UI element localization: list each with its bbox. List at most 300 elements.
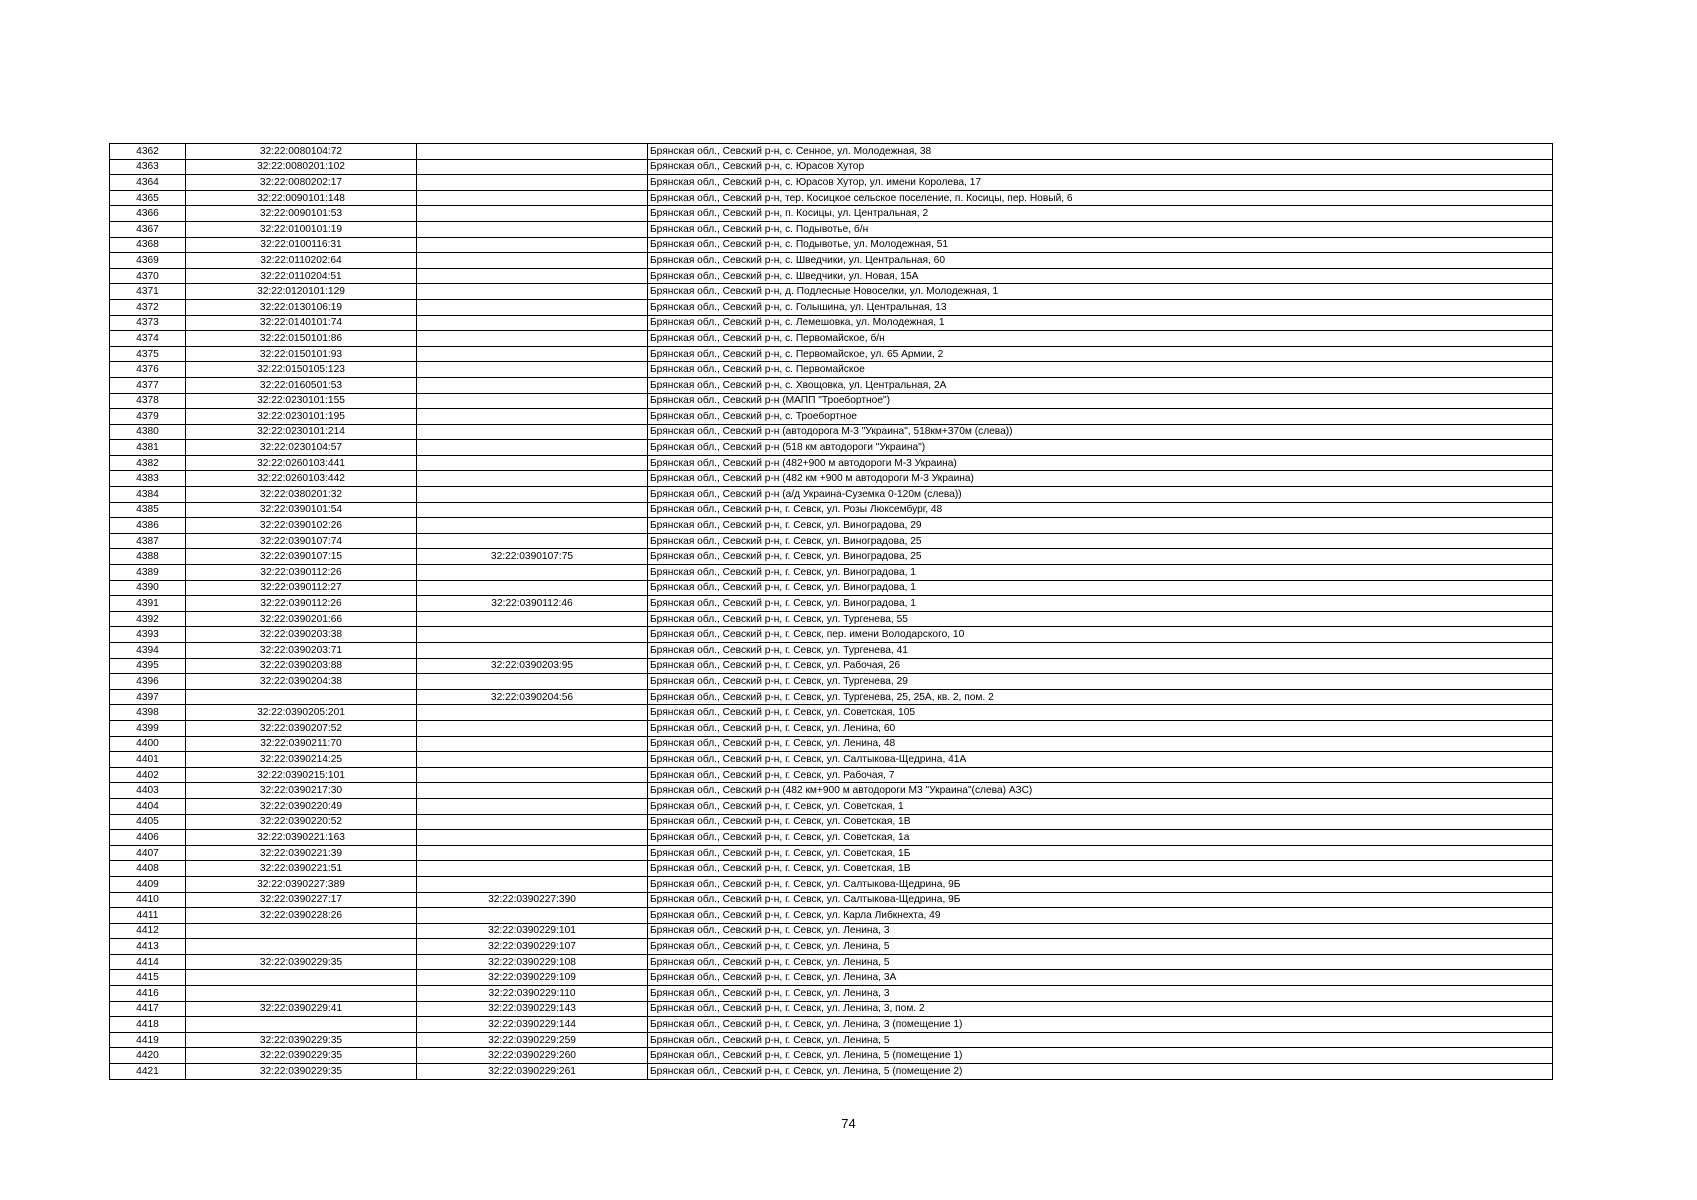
table-row — [110, 752, 1553, 768]
table-row — [110, 377, 1553, 393]
sub-cadastral-number-cell — [417, 299, 648, 315]
sub-cadastral-number-cell: 32:22:0390229:108 — [417, 954, 648, 970]
cadastral-number-cell: 32:22:0390229:41 — [186, 1001, 417, 1017]
table-row — [110, 471, 1553, 487]
address-cell: Брянская обл., Севский р-н, г. Севск, ул. Ленина, 3 (помещение 1) — [648, 1017, 1553, 1033]
cadastral-number-cell: 32:22:0100101:19 — [186, 221, 417, 237]
address-cell: Брянская обл., Севский р-н, с. Юрасов Хутор, ул. имени Королева, 17 — [648, 175, 1553, 191]
table-row — [110, 658, 1553, 674]
table-row — [110, 331, 1553, 347]
sub-cadastral-number-cell — [417, 518, 648, 534]
table-row — [110, 253, 1553, 269]
row-number-cell: 4375 — [110, 346, 186, 362]
cadastral-number-cell: 32:22:0390220:49 — [186, 798, 417, 814]
row-number-cell: 4396 — [110, 674, 186, 690]
cadastral-number-cell: 32:22:0080104:72 — [186, 144, 417, 160]
cadastral-number-cell: 32:22:0390204:38 — [186, 674, 417, 690]
address-cell: Брянская обл., Севский р-н (482+900 м автодороги М-3 Украина) — [648, 455, 1553, 471]
cadastral-number-cell: 32:22:0090101:148 — [186, 190, 417, 206]
sub-cadastral-number-cell — [417, 440, 648, 456]
row-number-cell: 4397 — [110, 689, 186, 705]
sub-cadastral-number-cell — [417, 190, 648, 206]
address-cell: Брянская обл., Севский р-н, г. Севск, ул. Рабочая, 7 — [648, 767, 1553, 783]
row-number-cell: 4400 — [110, 736, 186, 752]
sub-cadastral-number-cell — [417, 159, 648, 175]
row-number-cell: 4394 — [110, 643, 186, 659]
sub-cadastral-number-cell: 32:22:0390229:260 — [417, 1048, 648, 1064]
row-number-cell: 4409 — [110, 876, 186, 892]
row-number-cell: 4364 — [110, 175, 186, 191]
address-cell: Брянская обл., Севский р-н, г. Севск, ул. Ленина, 5 — [648, 939, 1553, 955]
row-number-cell: 4393 — [110, 627, 186, 643]
sub-cadastral-number-cell — [417, 455, 648, 471]
sub-cadastral-number-cell — [417, 409, 648, 425]
cadastral-number-cell: 32:22:0390107:15 — [186, 549, 417, 565]
cadastral-number-cell: 32:22:0390229:35 — [186, 1032, 417, 1048]
cadastral-number-cell: 32:22:0390229:35 — [186, 1064, 417, 1080]
table-row — [110, 144, 1553, 160]
sub-cadastral-number-cell: 32:22:0390204:56 — [417, 689, 648, 705]
cadastral-number-cell: 32:22:0100116:31 — [186, 237, 417, 253]
address-cell: Брянская обл., Севский р-н, с. Первомайское — [648, 362, 1553, 378]
table-row — [110, 643, 1553, 659]
row-number-cell: 4380 — [110, 424, 186, 440]
row-number-cell: 4376 — [110, 362, 186, 378]
table-row — [110, 237, 1553, 253]
table-row — [110, 954, 1553, 970]
table-row — [110, 533, 1553, 549]
row-number-cell: 4406 — [110, 830, 186, 846]
row-number-cell: 4388 — [110, 549, 186, 565]
cadastral-number-cell: 32:22:0390214:25 — [186, 752, 417, 768]
sub-cadastral-number-cell: 32:22:0390229:109 — [417, 970, 648, 986]
table-row — [110, 689, 1553, 705]
cadastral-number-cell: 32:22:0260103:441 — [186, 455, 417, 471]
address-cell: Брянская обл., Севский р-н, г. Севск, ул. Ленина, 5 (помещение 2) — [648, 1064, 1553, 1080]
row-number-cell: 4413 — [110, 939, 186, 955]
cadastral-number-cell: 32:22:0390229:35 — [186, 1048, 417, 1064]
row-number-cell: 4414 — [110, 954, 186, 970]
table-row — [110, 861, 1553, 877]
cadastral-number-cell: 32:22:0390203:71 — [186, 643, 417, 659]
cadastral-number-cell — [186, 986, 417, 1002]
address-cell: Брянская обл., Севский р-н, г. Севск, ул. Ленина, 60 — [648, 720, 1553, 736]
address-cell: Брянская обл., Севский р-н, тер. Косицкое сельское поселение, п. Косицы, пер. Новый, 6 — [648, 190, 1553, 206]
table-row — [110, 487, 1553, 503]
cadastral-number-cell: 32:22:0390227:17 — [186, 892, 417, 908]
cadastral-number-cell: 32:22:0390228:26 — [186, 908, 417, 924]
row-number-cell: 4399 — [110, 720, 186, 736]
table-row — [110, 986, 1553, 1002]
sub-cadastral-number-cell — [417, 315, 648, 331]
cadastral-number-cell: 32:22:0150105:123 — [186, 362, 417, 378]
row-number-cell: 4417 — [110, 1001, 186, 1017]
sub-cadastral-number-cell — [417, 268, 648, 284]
cadastral-number-cell: 32:22:0140101:74 — [186, 315, 417, 331]
cadastral-number-cell: 32:22:0230101:195 — [186, 409, 417, 425]
table-row — [110, 549, 1553, 565]
cadastral-number-cell: 32:22:0390217:30 — [186, 783, 417, 799]
cadastral-number-cell: 32:22:0080202:17 — [186, 175, 417, 191]
address-cell: Брянская обл., Севский р-н, с. Хвощовка, ул. Центральная, 2А — [648, 377, 1553, 393]
address-cell: Брянская обл., Севский р-н, г. Севск, ул. Советская, 105 — [648, 705, 1553, 721]
row-number-cell: 4384 — [110, 487, 186, 503]
address-cell: Брянская обл., Севский р-н, с. Первомайское, ул. 65 Армии, 2 — [648, 346, 1553, 362]
address-cell: Брянская обл., Севский р-н, г. Севск, ул. Тургенева, 29 — [648, 674, 1553, 690]
cadastral-number-cell: 32:22:0390112:26 — [186, 596, 417, 612]
sub-cadastral-number-cell — [417, 206, 648, 222]
address-cell: Брянская обл., Севский р-н, с. Подывотье, ул. Молодежная, 51 — [648, 237, 1553, 253]
row-number-cell: 4405 — [110, 814, 186, 830]
row-number-cell: 4392 — [110, 611, 186, 627]
table-row — [110, 783, 1553, 799]
row-number-cell: 4411 — [110, 908, 186, 924]
address-cell: Брянская обл., Севский р-н, г. Севск, ул. Виноградова, 1 — [648, 580, 1553, 596]
address-cell: Брянская обл., Севский р-н, с. Лемешовка, ул. Молодежная, 1 — [648, 315, 1553, 331]
cadastral-number-cell — [186, 1017, 417, 1033]
sub-cadastral-number-cell — [417, 798, 648, 814]
cadastral-number-cell: 32:22:0390211:70 — [186, 736, 417, 752]
sub-cadastral-number-cell — [417, 720, 648, 736]
row-number-cell: 4390 — [110, 580, 186, 596]
table-row — [110, 892, 1553, 908]
row-number-cell: 4379 — [110, 409, 186, 425]
cadastral-number-cell: 32:22:0390221:51 — [186, 861, 417, 877]
sub-cadastral-number-cell — [417, 876, 648, 892]
row-number-cell: 4373 — [110, 315, 186, 331]
cadastral-number-cell: 32:22:0390229:35 — [186, 954, 417, 970]
row-number-cell: 4389 — [110, 565, 186, 581]
sub-cadastral-number-cell: 32:22:0390227:390 — [417, 892, 648, 908]
sub-cadastral-number-cell: 32:22:0390229:107 — [417, 939, 648, 955]
address-cell: Брянская обл., Севский р-н, г. Севск, ул. Тургенева, 55 — [648, 611, 1553, 627]
table-row — [110, 1064, 1553, 1080]
sub-cadastral-number-cell — [417, 502, 648, 518]
table-row — [110, 315, 1553, 331]
cadastral-number-cell: 32:22:0390107:74 — [186, 533, 417, 549]
sub-cadastral-number-cell — [417, 424, 648, 440]
sub-cadastral-number-cell — [417, 533, 648, 549]
table-row — [110, 767, 1553, 783]
address-cell: Брянская обл., Севский р-н, г. Севск, ул. Салтыкова-Щедрина, 9Б — [648, 892, 1553, 908]
cadastral-number-cell: 32:22:0110202:64 — [186, 253, 417, 269]
row-number-cell: 4416 — [110, 986, 186, 1002]
sub-cadastral-number-cell — [417, 705, 648, 721]
cadastral-number-cell: 32:22:0390227:389 — [186, 876, 417, 892]
row-number-cell: 4387 — [110, 533, 186, 549]
sub-cadastral-number-cell: 32:22:0390229:110 — [417, 986, 648, 1002]
address-cell: Брянская обл., Севский р-н, с. Первомайское, б/н — [648, 331, 1553, 347]
table-row — [110, 876, 1553, 892]
sub-cadastral-number-cell — [417, 377, 648, 393]
address-cell: Брянская обл., Севский р-н, г. Севск, ул. Карла Либкнехта, 49 — [648, 908, 1553, 924]
table-row — [110, 939, 1553, 955]
table-row — [110, 1048, 1553, 1064]
address-table-body — [110, 144, 1553, 1080]
table-row — [110, 736, 1553, 752]
page-number: 74 — [841, 1116, 856, 1131]
table-row — [110, 814, 1553, 830]
cadastral-number-cell: 32:22:0230101:214 — [186, 424, 417, 440]
sub-cadastral-number-cell — [417, 767, 648, 783]
table-row — [110, 596, 1553, 612]
cadastral-number-cell: 32:22:0390203:38 — [186, 627, 417, 643]
table-row — [110, 440, 1553, 456]
address-cell: Брянская обл., Севский р-н, г. Севск, ул. Виноградова, 1 — [648, 565, 1553, 581]
address-cell: Брянская обл., Севский р-н, г. Севск, ул. Тургенева, 41 — [648, 643, 1553, 659]
address-cell: Брянская обл., Севский р-н (482 км+900 м автодороги М3 "Украина"(слева) АЗС) — [648, 783, 1553, 799]
row-number-cell: 4385 — [110, 502, 186, 518]
table-row — [110, 908, 1553, 924]
table-row — [110, 502, 1553, 518]
cadastral-number-cell: 32:22:0230104:57 — [186, 440, 417, 456]
cadastral-number-cell: 32:22:0390112:27 — [186, 580, 417, 596]
cadastral-number-cell: 32:22:0380201:32 — [186, 487, 417, 503]
table-row — [110, 627, 1553, 643]
table-row — [110, 455, 1553, 471]
address-cell: Брянская обл., Севский р-н (МАПП "Троебортное") — [648, 393, 1553, 409]
cadastral-number-cell: 32:22:0080201:102 — [186, 159, 417, 175]
address-cell: Брянская обл., Севский р-н, г. Севск, ул. Советская, 1а — [648, 830, 1553, 846]
address-cell: Брянская обл., Севский р-н, д. Подлесные Новоселки, ул. Молодежная, 1 — [648, 284, 1553, 300]
cadastral-number-cell: 32:22:0390101:54 — [186, 502, 417, 518]
address-cell: Брянская обл., Севский р-н, п. Косицы, ул. Центральная, 2 — [648, 206, 1553, 222]
sub-cadastral-number-cell: 32:22:0390229:143 — [417, 1001, 648, 1017]
sub-cadastral-number-cell — [417, 221, 648, 237]
sub-cadastral-number-cell — [417, 845, 648, 861]
row-number-cell: 4371 — [110, 284, 186, 300]
row-number-cell: 4362 — [110, 144, 186, 160]
row-number-cell: 4391 — [110, 596, 186, 612]
table-row — [110, 611, 1553, 627]
sub-cadastral-number-cell: 32:22:0390229:259 — [417, 1032, 648, 1048]
address-cell: Брянская обл., Севский р-н, г. Севск, ул. Советская, 1 — [648, 798, 1553, 814]
table-row — [110, 268, 1553, 284]
table-row — [110, 565, 1553, 581]
sub-cadastral-number-cell — [417, 627, 648, 643]
sub-cadastral-number-cell — [417, 580, 648, 596]
address-cell: Брянская обл., Севский р-н, г. Севск, ул. Ленина, 5 — [648, 954, 1553, 970]
row-number-cell: 4386 — [110, 518, 186, 534]
table-row — [110, 190, 1553, 206]
row-number-cell: 4412 — [110, 923, 186, 939]
table-row — [110, 206, 1553, 222]
address-cell: Брянская обл., Севский р-н, г. Севск, ул. Виноградова, 25 — [648, 533, 1553, 549]
table-row — [110, 346, 1553, 362]
cadastral-number-cell: 32:22:0390207:52 — [186, 720, 417, 736]
sub-cadastral-number-cell — [417, 643, 648, 659]
address-cell: Брянская обл., Севский р-н (482 км +900 м автодороги М-3 Украина) — [648, 471, 1553, 487]
row-number-cell: 4418 — [110, 1017, 186, 1033]
address-table — [109, 143, 1553, 1080]
cadastral-number-cell: 32:22:0390112:26 — [186, 565, 417, 581]
sub-cadastral-number-cell — [417, 861, 648, 877]
row-number-cell: 4407 — [110, 845, 186, 861]
cadastral-number-cell — [186, 939, 417, 955]
address-cell: Брянская обл., Севский р-н, с. Подывотье, б/н — [648, 221, 1553, 237]
row-number-cell: 4421 — [110, 1064, 186, 1080]
sub-cadastral-number-cell: 32:22:0390229:101 — [417, 923, 648, 939]
cadastral-number-cell: 32:22:0120101:129 — [186, 284, 417, 300]
address-cell: Брянская обл., Севский р-н, с. Шведчики, ул. Новая, 15А — [648, 268, 1553, 284]
address-cell: Брянская обл., Севский р-н, г. Севск, ул. Ленина, 3 — [648, 986, 1553, 1002]
table-row — [110, 1017, 1553, 1033]
address-cell: Брянская обл., Севский р-н, г. Севск, ул. Виноградова, 29 — [648, 518, 1553, 534]
table-row — [110, 923, 1553, 939]
address-cell: Брянская обл., Севский р-н, с. Сенное, ул. Молодежная, 38 — [648, 144, 1553, 160]
sub-cadastral-number-cell: 32:22:0390229:144 — [417, 1017, 648, 1033]
cadastral-number-cell: 32:22:0150101:86 — [186, 331, 417, 347]
sub-cadastral-number-cell — [417, 284, 648, 300]
cadastral-number-cell — [186, 970, 417, 986]
address-cell: Брянская обл., Севский р-н, г. Севск, ул. Ленина, 3 — [648, 923, 1553, 939]
address-cell: Брянская обл., Севский р-н, с. Троебортное — [648, 409, 1553, 425]
address-cell: Брянская обл., Севский р-н, г. Севск, ул. Ленина, 3А — [648, 970, 1553, 986]
table-row — [110, 1001, 1553, 1017]
row-number-cell: 4402 — [110, 767, 186, 783]
row-number-cell: 4395 — [110, 658, 186, 674]
sub-cadastral-number-cell — [417, 611, 648, 627]
address-cell: Брянская обл., Севский р-н, с. Голышина, ул. Центральная, 13 — [648, 299, 1553, 315]
sub-cadastral-number-cell — [417, 908, 648, 924]
cadastral-number-cell: 32:22:0390205:201 — [186, 705, 417, 721]
row-number-cell: 4369 — [110, 253, 186, 269]
address-cell: Брянская обл., Севский р-н (518 км автодороги "Украина") — [648, 440, 1553, 456]
address-cell: Брянская обл., Севский р-н, г. Севск, ул. Виноградова, 25 — [648, 549, 1553, 565]
row-number-cell: 4368 — [110, 237, 186, 253]
cadastral-number-cell — [186, 689, 417, 705]
row-number-cell: 4383 — [110, 471, 186, 487]
sub-cadastral-number-cell — [417, 393, 648, 409]
address-cell: Брянская обл., Севский р-н, г. Севск, ул. Советская, 1В — [648, 861, 1553, 877]
row-number-cell: 4404 — [110, 798, 186, 814]
cadastral-number-cell: 32:22:0110204:51 — [186, 268, 417, 284]
row-number-cell: 4372 — [110, 299, 186, 315]
address-cell: Брянская обл., Севский р-н, г. Севск, ул. Советская, 1В — [648, 814, 1553, 830]
cadastral-number-cell: 32:22:0390215:101 — [186, 767, 417, 783]
row-number-cell: 4420 — [110, 1048, 186, 1064]
table-row — [110, 159, 1553, 175]
table-row — [110, 830, 1553, 846]
address-cell: Брянская обл., Севский р-н, г. Севск, ул. Рабочая, 26 — [648, 658, 1553, 674]
sub-cadastral-number-cell — [417, 237, 648, 253]
address-cell: Брянская обл., Севский р-н (автодорога М-3 "Украина", 518км+370м (слева)) — [648, 424, 1553, 440]
table-row — [110, 705, 1553, 721]
row-number-cell: 4363 — [110, 159, 186, 175]
address-cell: Брянская обл., Севский р-н, г. Севск, ул. Виноградова, 1 — [648, 596, 1553, 612]
row-number-cell: 4408 — [110, 861, 186, 877]
sub-cadastral-number-cell: 32:22:0390112:46 — [417, 596, 648, 612]
sub-cadastral-number-cell — [417, 752, 648, 768]
cadastral-number-cell: 32:22:0390102:26 — [186, 518, 417, 534]
row-number-cell: 4401 — [110, 752, 186, 768]
table-row — [110, 970, 1553, 986]
cadastral-number-cell: 32:22:0390203:88 — [186, 658, 417, 674]
cadastral-number-cell: 32:22:0390221:163 — [186, 830, 417, 846]
table-row — [110, 518, 1553, 534]
table-row — [110, 845, 1553, 861]
row-number-cell: 4382 — [110, 455, 186, 471]
row-number-cell: 4378 — [110, 393, 186, 409]
address-cell: Брянская обл., Севский р-н, г. Севск, ул. Ленина, 3, пом. 2 — [648, 1001, 1553, 1017]
address-cell: Брянская обл., Севский р-н, с. Шведчики, ул. Центральная, 60 — [648, 253, 1553, 269]
row-number-cell: 4374 — [110, 331, 186, 347]
table-row — [110, 674, 1553, 690]
row-number-cell: 4415 — [110, 970, 186, 986]
sub-cadastral-number-cell — [417, 346, 648, 362]
sub-cadastral-number-cell — [417, 783, 648, 799]
cadastral-number-cell: 32:22:0390221:39 — [186, 845, 417, 861]
row-number-cell: 4366 — [110, 206, 186, 222]
sub-cadastral-number-cell — [417, 331, 648, 347]
row-number-cell: 4381 — [110, 440, 186, 456]
row-number-cell: 4419 — [110, 1032, 186, 1048]
table-row — [110, 299, 1553, 315]
table-row — [110, 720, 1553, 736]
cadastral-number-cell: 32:22:0130106:19 — [186, 299, 417, 315]
address-cell: Брянская обл., Севский р-н, г. Севск, ул. Ленина, 5 — [648, 1032, 1553, 1048]
sub-cadastral-number-cell — [417, 814, 648, 830]
table-row — [110, 424, 1553, 440]
sub-cadastral-number-cell — [417, 175, 648, 191]
row-number-cell: 4377 — [110, 377, 186, 393]
address-cell: Брянская обл., Севский р-н (а/д Украина-Суземка 0-120м (слева)) — [648, 487, 1553, 503]
sub-cadastral-number-cell — [417, 471, 648, 487]
row-number-cell: 4365 — [110, 190, 186, 206]
address-cell: Брянская обл., Севский р-н, г. Севск, ул. Салтыкова-Щедрина, 9Б — [648, 876, 1553, 892]
cadastral-number-cell: 32:22:0150101:93 — [186, 346, 417, 362]
sub-cadastral-number-cell — [417, 487, 648, 503]
sub-cadastral-number-cell — [417, 362, 648, 378]
table-row — [110, 409, 1553, 425]
table-row — [110, 221, 1553, 237]
table-row — [110, 175, 1553, 191]
cadastral-number-cell: 32:22:0090101:53 — [186, 206, 417, 222]
table-row — [110, 284, 1553, 300]
sub-cadastral-number-cell: 32:22:0390229:261 — [417, 1064, 648, 1080]
sub-cadastral-number-cell — [417, 830, 648, 846]
address-cell: Брянская обл., Севский р-н, г. Севск, ул. Советская, 1Б — [648, 845, 1553, 861]
address-cell: Брянская обл., Севский р-н, г. Севск, ул. Ленина, 5 (помещение 1) — [648, 1048, 1553, 1064]
table-row — [110, 798, 1553, 814]
cadastral-number-cell — [186, 923, 417, 939]
cadastral-number-cell: 32:22:0230101:155 — [186, 393, 417, 409]
address-cell: Брянская обл., Севский р-н, г. Севск, ул. Ленина, 48 — [648, 736, 1553, 752]
row-number-cell: 4367 — [110, 221, 186, 237]
address-cell: Брянская обл., Севский р-н, г. Севск, пер. имени Володарского, 10 — [648, 627, 1553, 643]
cadastral-number-cell: 32:22:0390220:52 — [186, 814, 417, 830]
sub-cadastral-number-cell: 32:22:0390203:95 — [417, 658, 648, 674]
row-number-cell: 4370 — [110, 268, 186, 284]
sub-cadastral-number-cell — [417, 736, 648, 752]
table-row — [110, 393, 1553, 409]
address-cell: Брянская обл., Севский р-н, г. Севск, ул. Розы Люксембург, 48 — [648, 502, 1553, 518]
cadastral-number-cell: 32:22:0390201:66 — [186, 611, 417, 627]
sub-cadastral-number-cell — [417, 253, 648, 269]
address-cell: Брянская обл., Севский р-н, г. Севск, ул. Салтыкова-Щедрина, 41А — [648, 752, 1553, 768]
address-cell: Брянская обл., Севский р-н, с. Юрасов Хутор — [648, 159, 1553, 175]
table-row — [110, 1032, 1553, 1048]
sub-cadastral-number-cell — [417, 144, 648, 160]
cadastral-number-cell: 32:22:0260103:442 — [186, 471, 417, 487]
cadastral-number-cell: 32:22:0160501:53 — [186, 377, 417, 393]
row-number-cell: 4403 — [110, 783, 186, 799]
address-cell: Брянская обл., Севский р-н, г. Севск, ул. Тургенева, 25, 25А, кв. 2, пом. 2 — [648, 689, 1553, 705]
sub-cadastral-number-cell — [417, 565, 648, 581]
table-row — [110, 580, 1553, 596]
sub-cadastral-number-cell — [417, 674, 648, 690]
row-number-cell: 4398 — [110, 705, 186, 721]
